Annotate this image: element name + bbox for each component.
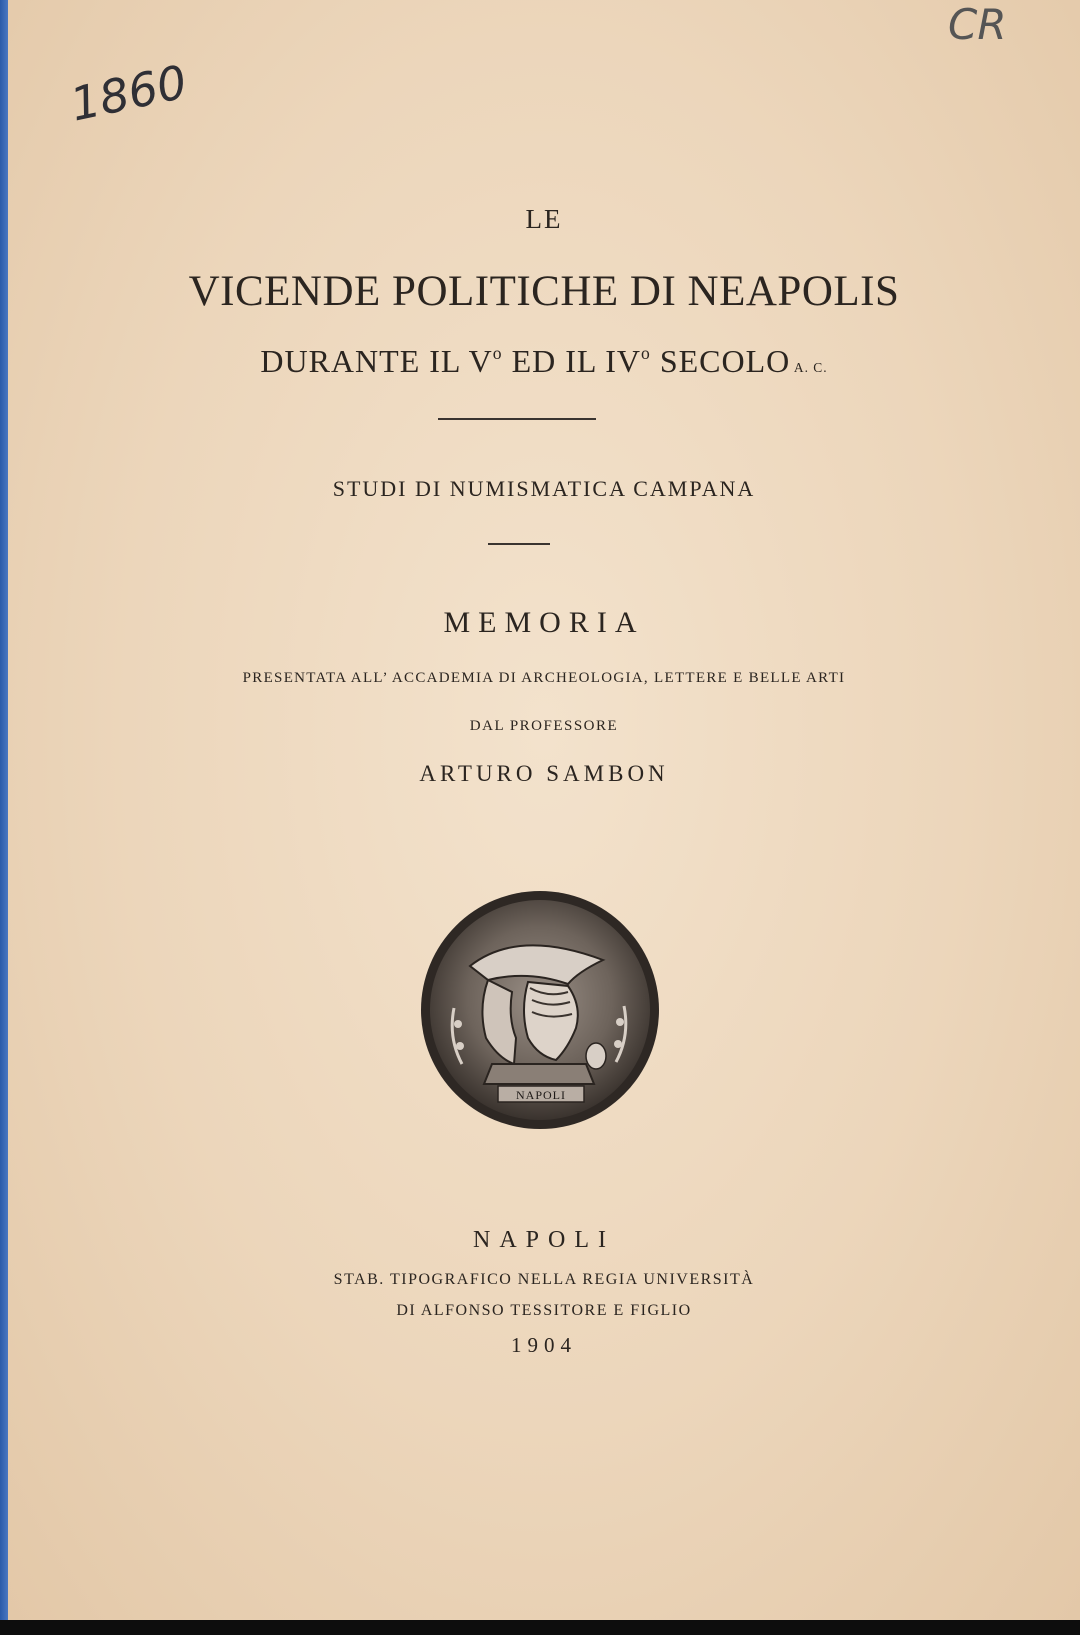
title-line-le: LE [525,204,563,234]
scan-bottom-border [0,1620,1080,1635]
coin-legend: NAPOLI [516,1088,566,1102]
owl-icon [586,1043,606,1069]
imprint-city: NAPOLI [473,1227,615,1253]
memoria-heading: MEMORIA [443,606,645,639]
laurel-leaf [456,1042,464,1050]
handwritten-initials: CR [948,0,1007,49]
divider-rule [488,543,550,545]
presented-to-academy: PRESENTATA ALL’ ACCADEMIA DI ARCHEOLOGIA, LETTERE E BELLE ARTI [242,670,846,686]
divider-rule [438,418,596,420]
laurel-leaf [616,1018,624,1026]
laurel-leaf [454,1020,462,1028]
imprint-year: 1904 [511,1333,577,1357]
ordinal-mark: o [492,343,503,363]
title-period-era: A. C. [790,360,828,376]
imprint-printer-line2: DI ALFONSO TESSITORE E FIGLIO [396,1302,692,1319]
bust-base [484,1064,594,1084]
by-professor: DAL PROFESSORE [469,718,619,734]
author-name: ARTURO SAMBON [419,761,669,786]
handwritten-year-note: 1860 [65,54,192,132]
title-period-part3: SECOLO [650,343,791,380]
blue-edge-stain [0,0,8,1620]
ordinal-mark: o [641,343,651,363]
coin-vignette [418,888,662,1132]
title-page [8,0,1080,1620]
imprint-printer-line1: STAB. TIPOGRAFICO NELLA REGIA UNIVERSITÀ [333,1271,755,1288]
title-main: VICENDE POLITICHE DI NEAPOLIS [188,268,900,315]
title-period-part1: DURANTE IL V [260,343,493,380]
title-period-part2: ED IL IV [502,343,642,380]
subtitle: STUDI DI NUMISMATICA CAMPANA [332,476,756,501]
title-period [8,343,1080,380]
laurel-leaf [614,1040,622,1048]
